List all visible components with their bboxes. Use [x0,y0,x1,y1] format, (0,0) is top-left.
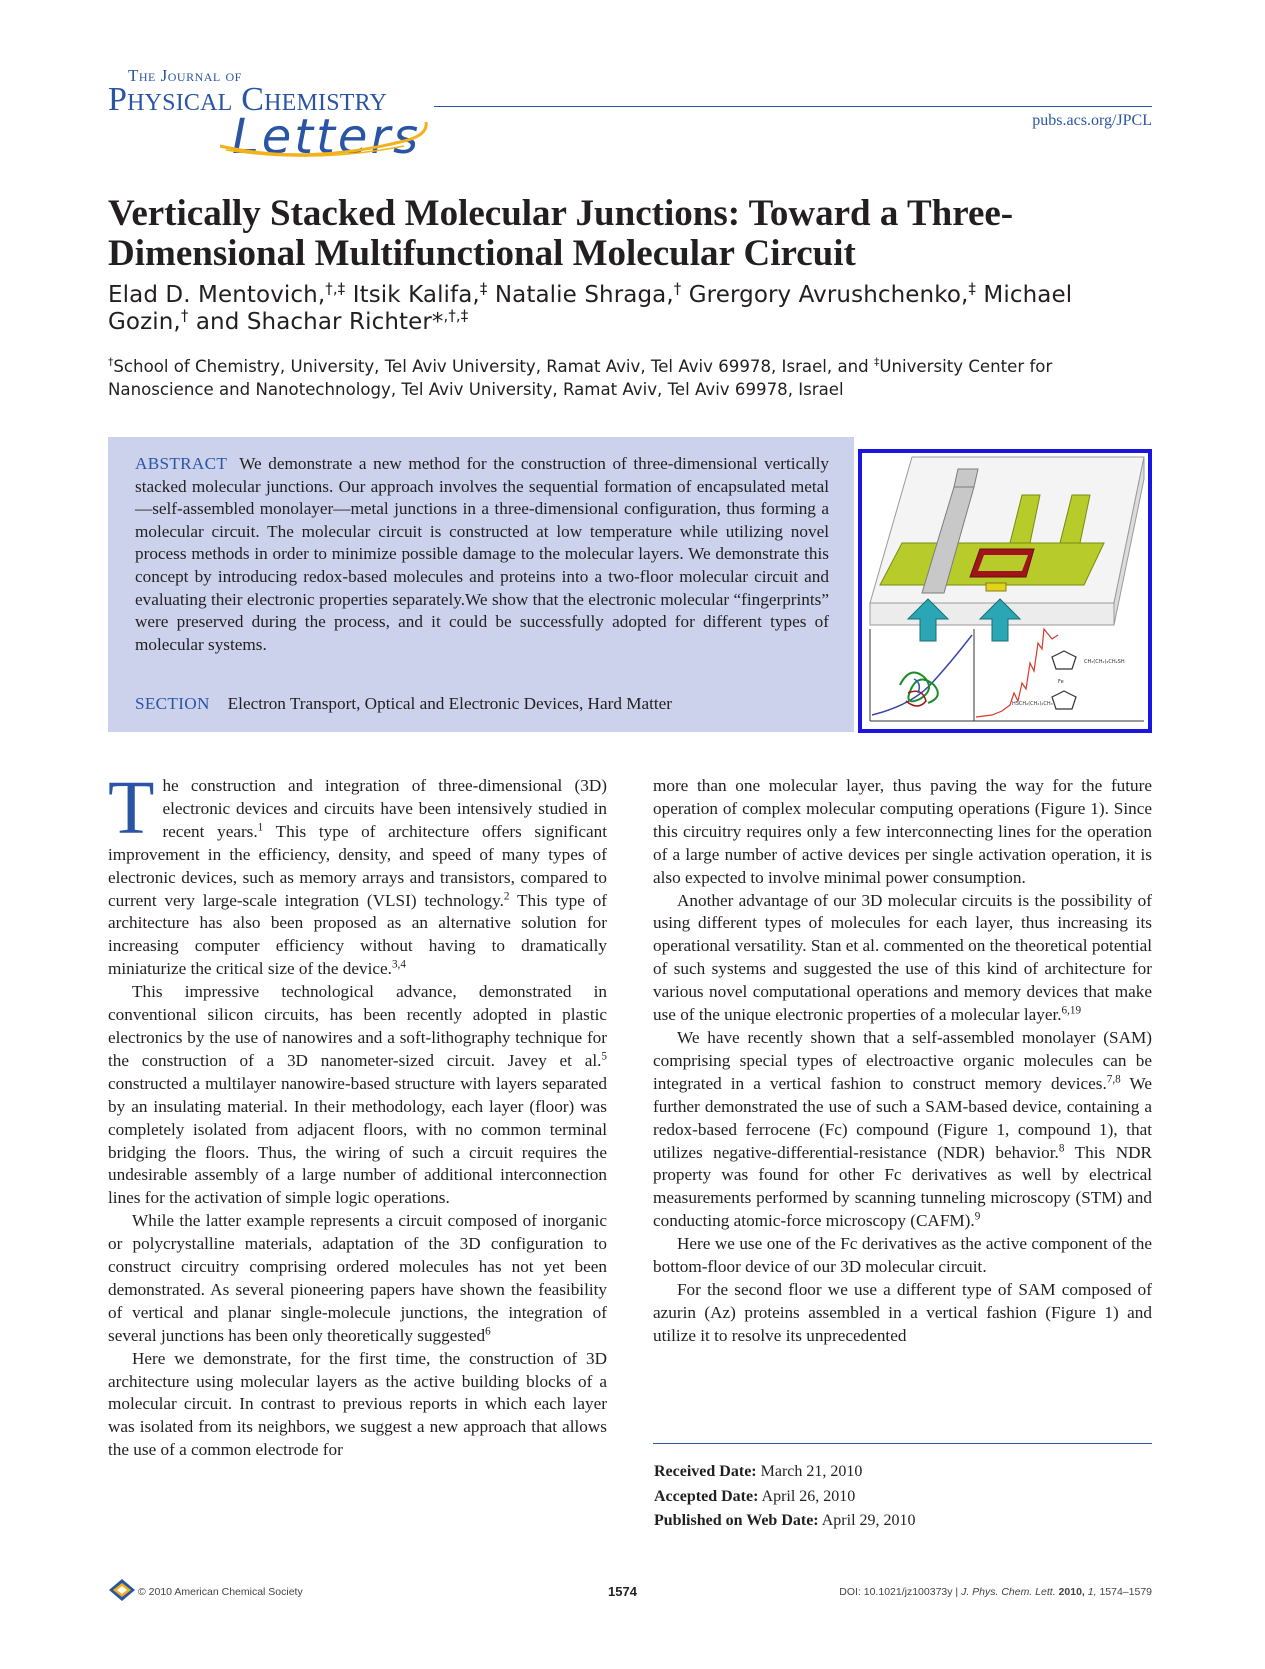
citation-ref[interactable]: 8 [1058,1141,1065,1154]
article-dates [654,1460,1153,1534]
logo-line-2: Physical Chemistry [108,81,388,118]
section-keywords[interactable]: Electron Transport, Optical and Electronic Devices, Hard Matter [227,694,673,713]
section-label: SECTION [135,694,210,713]
body-paragraph: For the second floor we use a different type of SAM composed of azurin (Az) proteins assembled in a vertical fashion (Figure 1) and utilize it to resolve its unprecedented [653,1279,1152,1345]
logo-swoosh-icon [108,66,428,158]
citation-ref[interactable]: 1 [257,821,264,834]
citation-ref[interactable]: 2 [503,889,510,902]
logo-line-3: Letters [232,109,422,165]
citation-pages: 1574–1579 [1099,1586,1152,1598]
author-affiliation-mark: †,‡ [325,279,346,298]
author-affiliation-mark: ‡ [479,279,488,298]
author-name[interactable]: Michael Gozin, [108,282,1073,335]
article-title: Vertically Stacked Molecular Junctions: Toward a Three-Dimensional Multifunctional Molecular Circuit [108,193,1014,274]
header-rule [434,106,1152,107]
toc-label-mid: Fe [1058,679,1064,685]
body-column-left [108,766,608,1462]
author-name[interactable]: Grergory Avrushchenko, [688,282,969,308]
abstract-label: ABSTRACT [135,454,228,473]
toc-graphic-svg [862,453,1148,729]
accepted-date: Accepted Date: April 26, 2010 [654,1487,856,1505]
body-paragraph: more than one molecular layer, thus paving the way for the future operation of complex molecular computing operations (Figure 1). Since this circuitry requires only a few interconnecting lines for the operation of a large number of active devices per single activation operation, it is also expected to involve minimal power consumption. [653,776,1152,887]
author-affiliation-mark: † [180,306,189,325]
author-name[interactable]: Itsik Kalifa, [352,282,480,308]
toc-graphic [858,449,1152,733]
journal-url-link[interactable]: pubs.acs.org/JPCL [1032,112,1152,129]
author-affiliation-mark: ,†,‡ [443,306,469,325]
citation-year: 2010, [1058,1586,1085,1598]
section-line [135,694,835,714]
affiliation-mark: ‡ [873,355,880,369]
copyright: © 2010 American Chemical Society [138,1586,303,1598]
body-paragraph: Here we use one of the Fc derivatives as the active component of the bottom-floor device of our 3D molecular circuit. [653,1234,1152,1277]
toc-label-top: CH₃(CH₂)₂CH₂SH [1084,659,1125,665]
abstract-body: We demonstrate a new method for the construction of three-dimensional vertically stacked molecular junctions. Our approach involves the sequential formation of encapsulated metal—self-assembled monolayer—metal junctions in a three-dimensional configuration, thus forming a molecular circuit. The molecular circuit is constructed at low temperature while utilizing novel process methods in order to minimize possible damage to the molecular layers. We demonstrate this concept by introducing redox-based molecules and proteins into a two-floor molecular circuit and evaluating their electronic properties separately.We show that the electronic molecular “fingerprints” were preserved during the process, and it could be successfully adopted for different types of molecular systems. [135,454,829,654]
received-date: Received Date: March 21, 2010 [654,1463,863,1480]
doi-citation [839,1586,1152,1598]
affiliation-text: University Center for Nanoscience and Nanotechnology, Tel Aviv University, Ramat Aviv, Tel Aviv 69978, Israel [108,357,1053,399]
body-paragraph: We have recently shown that a self-assembled monolayer (SAM) comprising special types of electroactive organic molecules can be integrated in a vertical fashion to construct memory devices.$^{7,8}$ We further demonstrated the use of such a SAM-based device, containing a redox-based ferrocene (Fc) compound (Figure 1, compound 1), that utilizes negative-differential-resistance (NDR) behavior.$^8$ This NDR property was found for other Fc derivatives as well by electrical measurements performed by scanning tunneling microscopy (STM) and conducting atomic-force microscopy (CAFM).$^9$ [653,1027,1152,1231]
affiliation-text: School of Chemistry, University, Tel Aviv University, Ramat Aviv, Tel Aviv 69978, Israel, and [113,357,874,376]
citation-ref[interactable]: 9 [974,1210,981,1223]
footer-separator: | [955,1586,959,1598]
author-list [108,279,1158,336]
citation-ref[interactable]: 5 [601,1050,607,1063]
body-paragraph: The construction and integration of three-dimensional (3D) electronic devices and circuits have been intensively studied in recent years.$^1$ This type of architecture offers significant improvement in the efficiency, density, and speed of many types of electronic devices, such as memory arrays and transistors, compared to current very large-scale integration (VLSI) technology.$^2$ This type of architecture has also been proposed as an alternative solution for increasing computer efficiency without having to dramatically miniaturize the critical size of the device.$^{3,4}$ [108,766,608,979]
body-paragraph: This impressive technological advance, demonstrated in conventional silicon circuits, has been recently adopted in plastic electronics by the use of nanowires and a soft-lithography technique for the construction of a 3D nanometer-sized circuit. Javey et al.$^5$ constructed a multilayer nanowire-based structure with layers separated by an insulating material. In their methodology, each layer (floor) was completely isolated from adjacent floors, with no common terminal bridging the floors. Thus, the wiring of such a circuit requires the undesirable assembly of a large number of additional interconnection lines for the activation of simple logic operations. [108,982,607,1208]
citation-journal: J. Phys. Chem. Lett. [961,1586,1056,1598]
author-affiliation-mark: † [673,279,682,298]
author-affiliation-mark: ‡ [968,279,976,298]
author-name[interactable]: Natalie Shraga, [494,282,674,308]
abstract-text [135,453,829,656]
page-number: 1574 [608,1584,637,1599]
journal-logo [108,66,428,165]
citation-volume: 1, [1087,1586,1097,1598]
doi-link[interactable]: DOI: 10.1021/jz100373y [839,1586,953,1598]
drop-cap: T [108,766,155,850]
acs-logo-icon [108,1578,136,1602]
author-name[interactable]: Elad D. Mentovich, [108,282,326,308]
affiliation-mark: † [108,355,114,369]
published-date: Published on Web Date: April 29, 2010 [654,1512,916,1529]
body-paragraph: While the latter example represents a circuit composed of inorganic or polycrystalline materials, adaptation of the 3D configuration to construct circuitry comprising ordered molecules has not yet been demonstrated. As several pioneering papers have shown the feasibility of vertical and planar single-molecule junctions, the integration of several junctions has been only theoretically suggested$^6$ [108,1211,607,1345]
affiliation [108,355,1158,401]
body-column-right [653,775,1152,1348]
toc-label-bot: HSCH₂(CH₂)₂CH₃ [1012,701,1053,707]
citation-ref[interactable]: 6,19 [1061,1004,1082,1017]
citation-ref[interactable]: 6 [485,1325,491,1338]
logo-line-1: The Journal of [128,66,242,85]
body-paragraph: Another advantage of our 3D molecular circuits is the possibility of using different types of molecules for each layer, thus increasing its operational versatility. Stan et al. commented on the theoretical potential of such systems and suggested the use of this kind of architecture for various novel computational operations and memory devices that make use of the unique electronic properties of a molecular layer.$^{6,19}$ [653,890,1152,1025]
citation-ref[interactable]: 7,8 [1106,1073,1121,1086]
citation-ref[interactable]: 3,4 [391,958,406,971]
author-name[interactable]: and Shachar Richter* [195,309,444,335]
body-paragraph: Here we demonstrate, for the first time, the construction of 3D architecture using molecular layers as the active building blocks of a molecular circuit. In contrast to previous reports in which each layer was isolated from its neighbors, we suggest a new approach that allows the use of a common electrode for [108,1348,607,1460]
dates-rule [653,1443,1152,1444]
